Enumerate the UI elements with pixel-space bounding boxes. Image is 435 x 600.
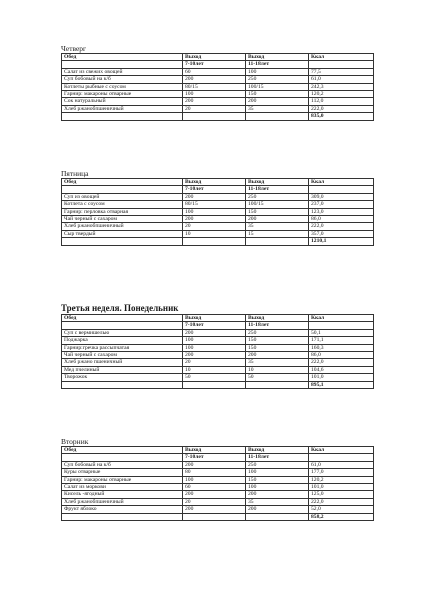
dish-name: Сок натуральный bbox=[62, 98, 183, 105]
table-row bbox=[62, 83, 374, 90]
header-age-senior: 11-18лет bbox=[246, 454, 309, 461]
total-kcal: 895,1 bbox=[309, 381, 374, 388]
portion-senior: 200 bbox=[246, 491, 309, 498]
header-kcal: Ккал bbox=[309, 179, 374, 186]
portion-senior: 250 bbox=[246, 461, 309, 468]
header-age-row bbox=[62, 186, 374, 193]
header-age-senior: 11-18лет bbox=[246, 322, 309, 329]
total-blank bbox=[183, 513, 246, 520]
dish-name: Гарнир: макароны отварные bbox=[62, 476, 183, 483]
menu-section bbox=[61, 169, 373, 246]
table-row bbox=[62, 201, 374, 208]
portion-senior: 35 bbox=[246, 498, 309, 505]
table-row bbox=[62, 498, 374, 505]
kcal-value: 357,0 bbox=[309, 230, 374, 237]
header-kcal: Ккал bbox=[309, 447, 374, 454]
portion-senior: 200 bbox=[246, 352, 309, 359]
kcal-value: 222,0 bbox=[309, 105, 374, 112]
header-obed: Обед bbox=[62, 179, 183, 186]
dish-name: Чай черный с сахаром bbox=[62, 216, 183, 223]
table-row bbox=[62, 374, 374, 381]
total-blank bbox=[246, 238, 309, 245]
table-row bbox=[62, 366, 374, 373]
dish-name: Гарнир:гречка рассыпчатая bbox=[62, 344, 183, 351]
total-row bbox=[62, 238, 374, 245]
portion-junior: 80/15 bbox=[183, 83, 246, 90]
kcal-value: 242,3 bbox=[309, 83, 374, 90]
portion-senior: 200 bbox=[246, 216, 309, 223]
table-row bbox=[62, 359, 374, 366]
kcal-value: 104,6 bbox=[309, 366, 374, 373]
header-age-senior: 11-18лет bbox=[246, 61, 309, 68]
total-blank bbox=[246, 513, 309, 520]
dish-name: Салат из свежих овощей bbox=[62, 68, 183, 75]
header-blank bbox=[62, 454, 183, 461]
table-row bbox=[62, 461, 374, 468]
portion-senior: 250 bbox=[246, 76, 309, 83]
header-age-row bbox=[62, 61, 374, 68]
table-row bbox=[62, 352, 374, 359]
portion-senior: 100 bbox=[246, 484, 309, 491]
portion-junior: 200 bbox=[183, 98, 246, 105]
menu-section bbox=[61, 303, 373, 389]
total-blank bbox=[183, 381, 246, 388]
table-row bbox=[62, 469, 374, 476]
header-age-junior: 7-10лет bbox=[183, 322, 246, 329]
total-blank bbox=[62, 381, 183, 388]
dish-name: Котлета с соусом bbox=[62, 201, 183, 208]
portion-junior: 200 bbox=[183, 461, 246, 468]
dish-name: Куры отварные bbox=[62, 469, 183, 476]
table-row bbox=[62, 506, 374, 513]
menu-table bbox=[61, 446, 374, 521]
kcal-value: 120,2 bbox=[309, 476, 374, 483]
kcal-value: 50,1 bbox=[309, 329, 374, 336]
header-row bbox=[62, 447, 374, 454]
table-row bbox=[62, 476, 374, 483]
kcal-value: 160,3 bbox=[309, 344, 374, 351]
dish-name: Суп бобовый на к/б bbox=[62, 76, 183, 83]
total-blank bbox=[246, 113, 309, 120]
portion-junior: 200 bbox=[183, 329, 246, 336]
kcal-value: 237,0 bbox=[309, 201, 374, 208]
header-vyhod-senior: Выход bbox=[246, 54, 309, 61]
dish-name: Чай черный с сахаром bbox=[62, 352, 183, 359]
dish-name: Гарнир: перловка отварная bbox=[62, 208, 183, 215]
kcal-value: 120,2 bbox=[309, 91, 374, 98]
portion-junior: 200 bbox=[183, 76, 246, 83]
header-age-junior: 7-10лет bbox=[183, 61, 246, 68]
kcal-value: 61,0 bbox=[309, 76, 374, 83]
total-row bbox=[62, 381, 374, 388]
header-obed: Обед bbox=[62, 54, 183, 61]
portion-senior: 150 bbox=[246, 476, 309, 483]
header-age-senior: 11-18лет bbox=[246, 186, 309, 193]
header-age-row bbox=[62, 454, 374, 461]
header-row bbox=[62, 179, 374, 186]
dish-name: Хлеб ржанобпшеничный bbox=[62, 498, 183, 505]
portion-junior: 100 bbox=[183, 337, 246, 344]
total-row bbox=[62, 513, 374, 520]
portion-senior: 50 bbox=[246, 374, 309, 381]
portion-senior: 100 bbox=[246, 469, 309, 476]
portion-senior: 150 bbox=[246, 344, 309, 351]
kcal-value: 52,0 bbox=[309, 506, 374, 513]
dish-name: Хлеб ржанобпшеничный bbox=[62, 223, 183, 230]
table-row bbox=[62, 216, 374, 223]
table-row bbox=[62, 223, 374, 230]
portion-senior: 200 bbox=[246, 506, 309, 513]
section-title: Третья неделя. Понедельник bbox=[61, 303, 179, 313]
table-row bbox=[62, 76, 374, 83]
header-vyhod-senior: Выход bbox=[246, 179, 309, 186]
header-blank bbox=[62, 61, 183, 68]
dish-name: Сыр твердый bbox=[62, 230, 183, 237]
portion-junior: 60 bbox=[183, 484, 246, 491]
menu-table bbox=[61, 53, 374, 121]
header-blank bbox=[62, 186, 183, 193]
header-age-junior: 7-10лет bbox=[183, 186, 246, 193]
portion-junior: 80 bbox=[183, 469, 246, 476]
header-vyhod-senior: Выход bbox=[246, 447, 309, 454]
kcal-value: 171,1 bbox=[309, 337, 374, 344]
header-blank bbox=[309, 186, 374, 193]
total-blank bbox=[183, 113, 246, 120]
dish-name: Мед пчелиный bbox=[62, 366, 183, 373]
kcal-value: 222,0 bbox=[309, 359, 374, 366]
header-row bbox=[62, 54, 374, 61]
section-title: Вторник bbox=[61, 437, 89, 446]
portion-junior: 200 bbox=[183, 193, 246, 200]
header-vyhod-junior: Выход bbox=[183, 315, 246, 322]
portion-senior: 100/15 bbox=[246, 201, 309, 208]
total-blank bbox=[62, 238, 183, 245]
portion-junior: 10 bbox=[183, 366, 246, 373]
kcal-value: 222,0 bbox=[309, 223, 374, 230]
portion-junior: 10 bbox=[183, 230, 246, 237]
header-blank bbox=[62, 322, 183, 329]
header-blank bbox=[309, 322, 374, 329]
header-vyhod-junior: Выход bbox=[183, 54, 246, 61]
header-blank bbox=[309, 61, 374, 68]
total-blank bbox=[246, 381, 309, 388]
header-vyhod-junior: Выход bbox=[183, 447, 246, 454]
kcal-value: 123,0 bbox=[309, 208, 374, 215]
header-age-row bbox=[62, 322, 374, 329]
header-row bbox=[62, 315, 374, 322]
kcal-value: 222,0 bbox=[309, 498, 374, 505]
portion-junior: 200 bbox=[183, 216, 246, 223]
table-row bbox=[62, 337, 374, 344]
portion-junior: 80/15 bbox=[183, 201, 246, 208]
header-vyhod-senior: Выход bbox=[246, 315, 309, 322]
total-row bbox=[62, 113, 374, 120]
portion-junior: 100 bbox=[183, 344, 246, 351]
kcal-value: 125,0 bbox=[309, 491, 374, 498]
dish-name: Салат из моркови bbox=[62, 484, 183, 491]
portion-senior: 150 bbox=[246, 337, 309, 344]
table-row bbox=[62, 98, 374, 105]
table-row bbox=[62, 484, 374, 491]
portion-junior: 200 bbox=[183, 506, 246, 513]
dish-name: Хлеб ржано пшеничный bbox=[62, 359, 183, 366]
portion-senior: 100 bbox=[246, 68, 309, 75]
portion-junior: 50 bbox=[183, 374, 246, 381]
menu-table bbox=[61, 314, 374, 389]
table-row bbox=[62, 208, 374, 215]
table-row bbox=[62, 68, 374, 75]
header-kcal: Ккал bbox=[309, 315, 374, 322]
portion-senior: 15 bbox=[246, 230, 309, 237]
portion-senior: 250 bbox=[246, 193, 309, 200]
portion-senior: 35 bbox=[246, 223, 309, 230]
portion-senior: 150 bbox=[246, 208, 309, 215]
kcal-value: 177,0 bbox=[309, 469, 374, 476]
total-blank bbox=[62, 513, 183, 520]
kcal-value: 309,0 bbox=[309, 193, 374, 200]
dish-name: Поджарка bbox=[62, 337, 183, 344]
portion-junior: 100 bbox=[183, 476, 246, 483]
portion-senior: 100/15 bbox=[246, 83, 309, 90]
portion-senior: 35 bbox=[246, 359, 309, 366]
table-row bbox=[62, 193, 374, 200]
portion-junior: 20 bbox=[183, 105, 246, 112]
kcal-value: 101,0 bbox=[309, 484, 374, 491]
table-row bbox=[62, 329, 374, 336]
kcal-value: 101,0 bbox=[309, 374, 374, 381]
menu-section bbox=[61, 437, 373, 521]
dish-name: Кисель -ягодный bbox=[62, 491, 183, 498]
portion-senior: 200 bbox=[246, 98, 309, 105]
section-title: Пятница bbox=[61, 169, 89, 178]
portion-junior: 100 bbox=[183, 208, 246, 215]
dish-name: Творожок bbox=[62, 374, 183, 381]
portion-senior: 250 bbox=[246, 329, 309, 336]
header-obed: Обед bbox=[62, 447, 183, 454]
dish-name: Гарнир: макароны отварные bbox=[62, 91, 183, 98]
kcal-value: 61,0 bbox=[309, 461, 374, 468]
dish-name: Фрукт яблоко bbox=[62, 506, 183, 513]
menu-table bbox=[61, 178, 374, 246]
portion-junior: 200 bbox=[183, 352, 246, 359]
kcal-value: 112,0 bbox=[309, 98, 374, 105]
total-kcal: 1210,1 bbox=[309, 238, 374, 245]
menu-section bbox=[61, 44, 373, 121]
portion-junior: 60 bbox=[183, 68, 246, 75]
table-row bbox=[62, 491, 374, 498]
portion-senior: 35 bbox=[246, 105, 309, 112]
header-blank bbox=[309, 454, 374, 461]
header-age-junior: 7-10лет bbox=[183, 454, 246, 461]
kcal-value: 86,0 bbox=[309, 352, 374, 359]
dish-name: Суп с вермишелью bbox=[62, 329, 183, 336]
kcal-value: 86,0 bbox=[309, 216, 374, 223]
header-vyhod-junior: Выход bbox=[183, 179, 246, 186]
table-row bbox=[62, 105, 374, 112]
dish-name: Котлеты рыбные с соусом bbox=[62, 83, 183, 90]
kcal-value: 77,5 bbox=[309, 68, 374, 75]
dish-name: Суп бобовый на к/б bbox=[62, 461, 183, 468]
dish-name: Хлеб ржанобпшеничный bbox=[62, 105, 183, 112]
table-row bbox=[62, 344, 374, 351]
portion-junior: 20 bbox=[183, 359, 246, 366]
total-blank bbox=[183, 238, 246, 245]
portion-junior: 200 bbox=[183, 491, 246, 498]
total-kcal: 835,0 bbox=[309, 113, 374, 120]
section-title: Четверг bbox=[61, 44, 87, 53]
portion-senior: 10 bbox=[246, 366, 309, 373]
portion-senior: 150 bbox=[246, 91, 309, 98]
dish-name: Суп из овощей bbox=[62, 193, 183, 200]
table-row bbox=[62, 91, 374, 98]
header-obed: Обед bbox=[62, 315, 183, 322]
header-kcal: Ккал bbox=[309, 54, 374, 61]
total-blank bbox=[62, 113, 183, 120]
table-row bbox=[62, 230, 374, 237]
total-kcal: 858,2 bbox=[309, 513, 374, 520]
portion-junior: 20 bbox=[183, 498, 246, 505]
portion-junior: 20 bbox=[183, 223, 246, 230]
portion-junior: 100 bbox=[183, 91, 246, 98]
